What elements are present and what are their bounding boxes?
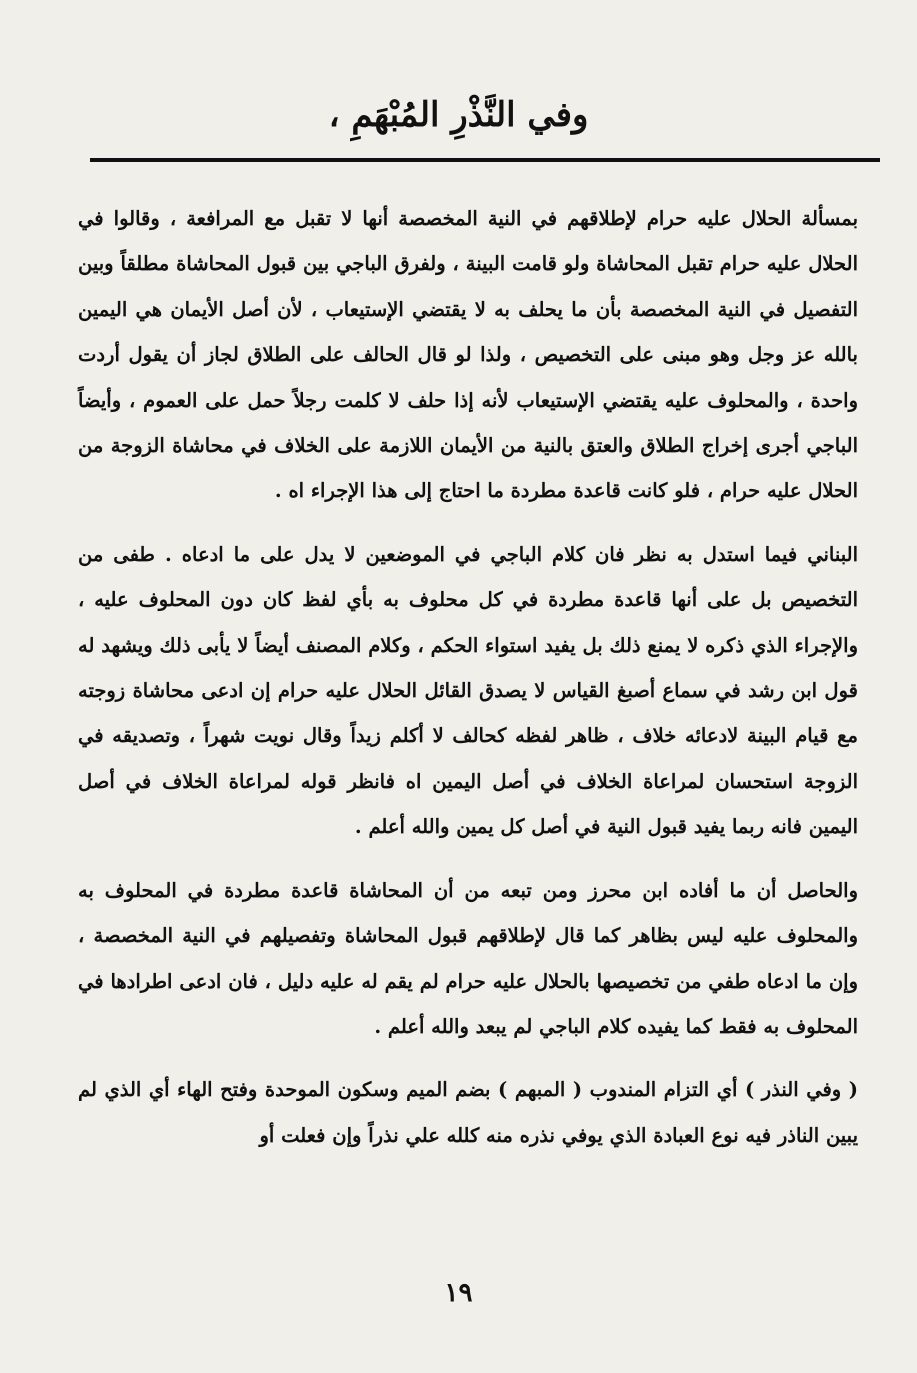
page-number: ١٩	[444, 1278, 473, 1308]
paragraph-3: والحاصل أن ما أفاده ابن محرز ومن تبعه من أن المحاشاة قاعدة مطردة في المحلوف به والمحلوف عليه ليس بظاهر كما قال لإطلاقهم قبول المحاشاة وتفصيلهم في النية المخصصة ، وإن ما ادعاه طفي من تخصيصها بالحلال عليه حرام لم يقم له عليه دليل ، فان ادعى اطرادها في المحلوف به فقط كما يفيده كلام الباجي لم يبعد والله أعلم .	[78, 878, 858, 1038]
page-header-title: وفي النَّذْرِ المُبْهَمِ ،	[328, 95, 589, 135]
page-body	[78, 196, 858, 1176]
paragraph-1: بمسألة الحلال عليه حرام لإطلاقهم في النية المخصصة أنها لا تقبل مع المرافعة ، وقالوا في الحلال عليه حرام تقبل المحاشاة ولو قامت البينة ، ولفرق الباجي بين قبول المحاشاة مطلقاً وبين التفصيل في النية المخصصة بأن ما يحلف به لا يقتضي الإستيعاب ، لأن أصل الأيمان هي اليمين بالله عز وجل وهو مبنى على التخصيص ، ولذا لو قال الحالف على الطلاق لجاز أن يقول أردت واحدة ، والمحلوف عليه يقتضي الإستيعاب لأنه إذا حلف لا كلمت رجلاً حمل على العموم ، وأيضاً الباجي أجرى إخراج الطلاق والعتق بالنية من الأيمان اللازمة على الخلاف في محاشاة الزوجة من الحلال عليه حرام ، فلو كانت قاعدة مطردة ما احتاج إلى هذا الإجراء اه .	[78, 207, 858, 503]
header-rule	[90, 158, 880, 162]
paragraph-4: ( وفي النذر ) أي التزام المندوب ( المبهم ) بضم الميم وسكون الموحدة وفتح الهاء أي الذي لم يبين الناذر فيه نوع العبادة الذي يوفي نذره منه كلله علي نذراً وإن فعلت أو	[78, 1078, 858, 1147]
paragraph-2: البناني فيما استدل به نظر فان كلام الباجي في الموضعين لا يدل على ما ادعاه . طفى من التخصيص بل على أنها قاعدة مطردة في كل محلوف به بأي لفظ كان دون المحلوف عليه ، والإجراء الذي ذكره لا يمنع ذلك بل يفيد استواء الحكم ، وكلام المصنف أيضاً لا يأبى ذلك ويشهد له قول ابن رشد في سماع أصبغ القياس لا يصدق القائل الحلال عليه حرام إن ادعى محاشاة زوجته مع قيام البينة لادعائه خلاف ، ظاهر لفظه كحالف لا أكلم زيداً وقال نويت شهراً ، وتصديقه في الزوجة استحسان لمراعاة الخلاف في أصل اليمين اه فانظر قوله لمراعاة الخلاف في أصل اليمين فانه ربما يفيد قبول النية في أصل كل يمين والله أعلم .	[78, 542, 858, 839]
